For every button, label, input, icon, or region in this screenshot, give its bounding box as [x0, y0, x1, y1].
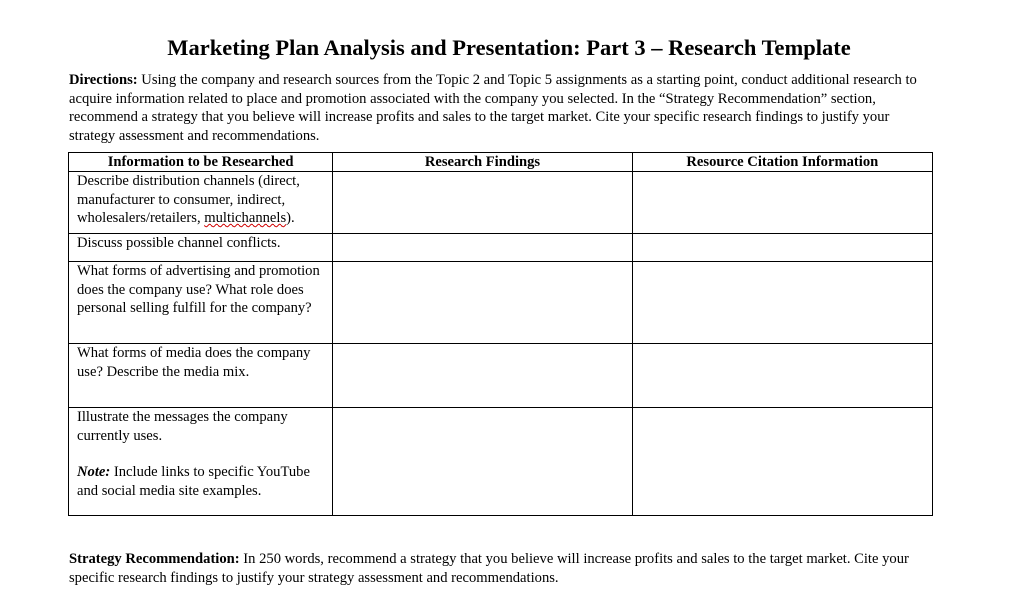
table-row — [69, 344, 933, 408]
row-text-end: ). — [286, 210, 295, 226]
row-distribution-channels — [69, 172, 333, 234]
row-messages — [69, 408, 333, 516]
directions-text: Using the company and research sources from the Topic 2 and Topic 5 assignments as a starting point, conduct additional research to acquire information related to place and promotion associated with the company you selected. In the “Strategy Recommendation” section, recommend a strategy that you believe will increase profits and sales to the target market. Cite your specific research findings to justify your strategy assessment and recommendations. — [69, 72, 917, 144]
table-row — [69, 234, 933, 262]
findings-cell[interactable] — [333, 344, 632, 408]
findings-cell[interactable] — [333, 172, 632, 234]
row-text: Illustrate the messages the company currently uses. — [77, 409, 288, 444]
note-label: Note: — [77, 464, 111, 480]
table-row — [69, 408, 933, 516]
row-advertising-promotion: What forms of advertising and promotion does the company use? What role does personal selling fulfill for the company? — [69, 262, 333, 344]
citation-cell[interactable] — [632, 234, 932, 262]
table-header-row — [69, 153, 933, 172]
document-title: Marketing Plan Analysis and Presentation: Part 3 – Research Template — [167, 35, 851, 60]
row-media-mix: What forms of media does the company use? Describe the media mix. — [69, 344, 333, 408]
citation-cell[interactable] — [632, 262, 932, 344]
citation-cell[interactable] — [632, 172, 932, 234]
findings-cell[interactable] — [333, 234, 632, 262]
header-findings: Research Findings — [333, 153, 632, 172]
directions-label: Directions: — [69, 72, 138, 88]
directions-paragraph — [69, 71, 939, 145]
research-table — [68, 152, 933, 516]
row-channel-conflicts: Discuss possible channel conflicts. — [69, 234, 333, 262]
spellcheck-flagged-word: multichannels — [204, 210, 287, 226]
citation-cell[interactable] — [632, 344, 932, 408]
header-information: Information to be Researched — [69, 153, 333, 172]
strategy-text: In 250 words, recommend a strategy that you believe will increase profits and sales to the target market. Cite your specific research findings to justify your strategy assessment and recommendations. — [69, 551, 909, 586]
row-note — [77, 463, 324, 500]
table-row — [69, 262, 933, 344]
findings-cell[interactable] — [333, 262, 632, 344]
citation-cell[interactable] — [632, 408, 932, 516]
strategy-label: Strategy Recommendation: — [69, 551, 240, 567]
row-text: Describe distribution channels (direct, manufacturer to consumer, indirect, wholesalers/retailers, — [77, 173, 300, 226]
strategy-recommendation — [69, 550, 949, 587]
header-citation: Resource Citation Information — [632, 153, 932, 172]
table-row — [69, 172, 933, 234]
findings-cell[interactable] — [333, 408, 632, 516]
note-text: Include links to specific YouTube and social media site examples. — [77, 464, 310, 499]
spacer — [77, 445, 324, 463]
